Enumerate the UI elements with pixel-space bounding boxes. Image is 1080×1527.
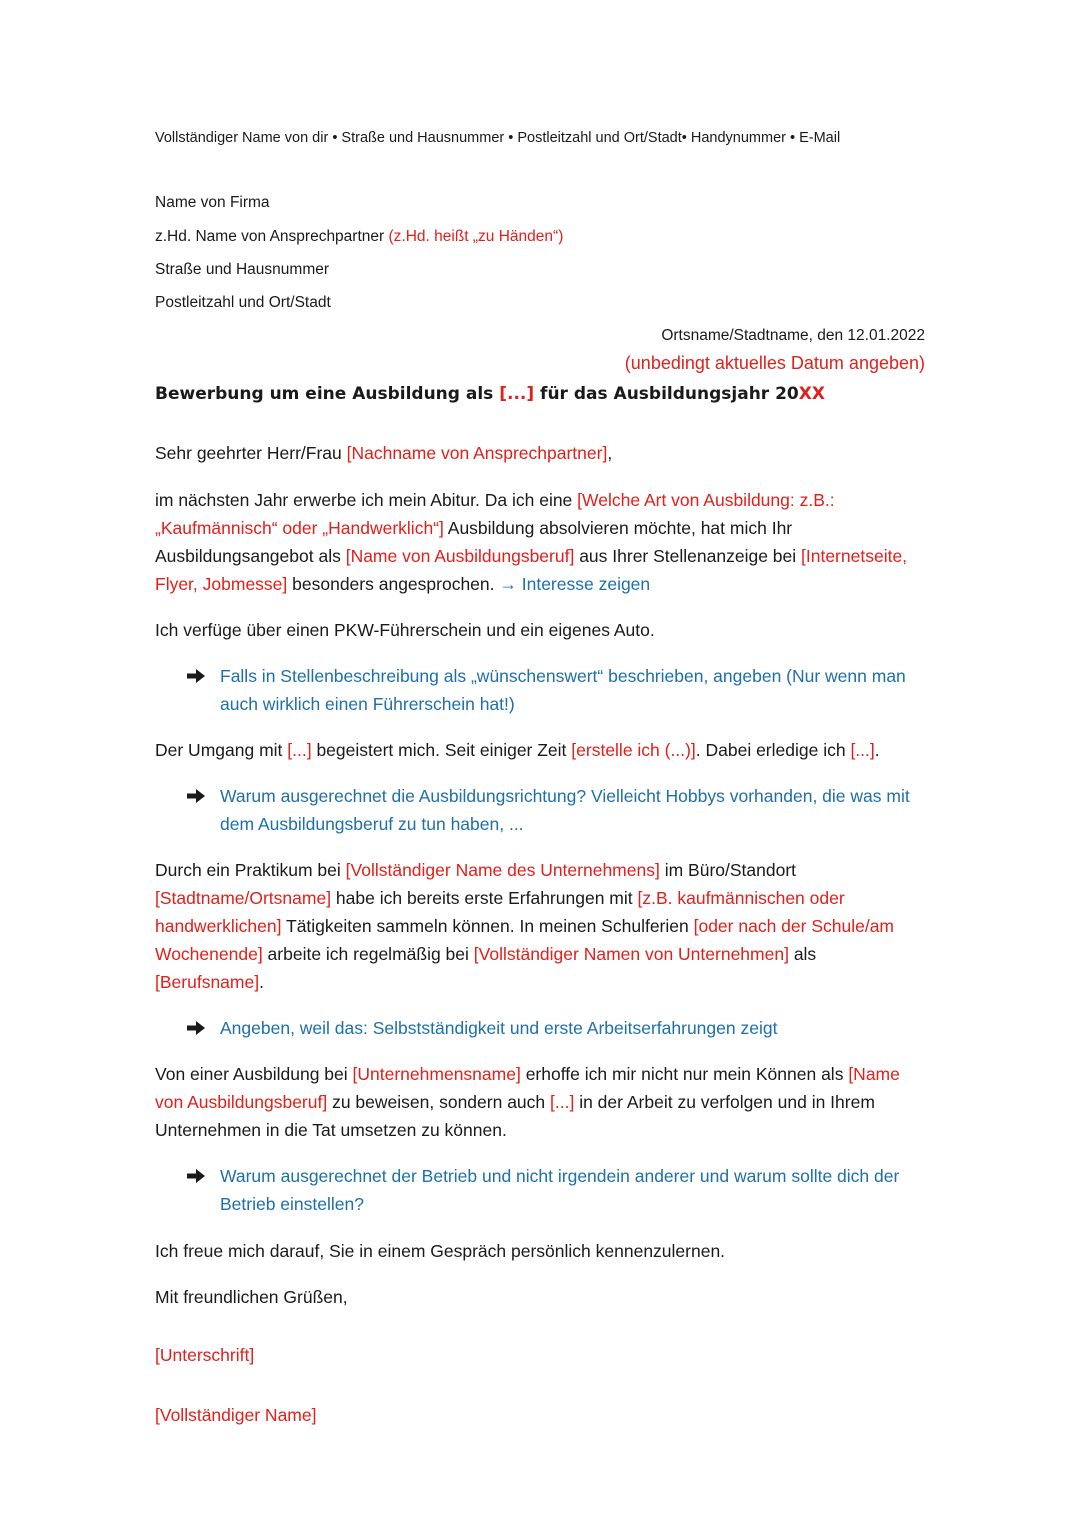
para4-placeholder-2: [Stadtname/Ortsname] <box>155 888 332 908</box>
para5-placeholder-1: [Unternehmensname] <box>352 1064 521 1084</box>
hint-note-2-text: Warum ausgerechnet die Ausbildungsrichtung? Vielleicht Hobbys vorhanden, die was mit dem Ausbildungsberuf zu tun haben, ... <box>220 786 910 834</box>
hint-note-1-text: Falls in Stellenbeschreibung als „wünschenswert“ beschrieben, angeben (Nur wenn man auch wirklich einen Führerschein hat!) <box>220 666 906 714</box>
para4-text-4: Tätigkeiten sammeln können. In meinen Schulferien <box>281 916 694 936</box>
closing-greeting: Mit freundlichen Grüßen, <box>155 1287 348 1307</box>
subject-part2: für das Ausbildungsjahr 20 <box>534 384 799 404</box>
salutation <box>155 439 925 467</box>
para3-text-4: . <box>874 740 880 760</box>
hint-note-1 <box>186 662 920 718</box>
para4-text-2: im Büro/Standort <box>659 860 797 880</box>
para5-placeholder-2: [Name von Ausbildungsberuf] <box>155 1064 900 1112</box>
arrow-right-icon <box>186 782 210 804</box>
para4-placeholder-6: [Berufsname] <box>155 972 260 992</box>
hint-note-4-text: Warum ausgerechnet der Betrieb und nicht irgendein anderer und warum sollte dich der Betrieb einstellen? <box>220 1166 900 1214</box>
para1-placeholder-2: [Name von Ausbildungsberuf] <box>345 546 575 566</box>
para5-text-3: zu beweisen, sondern auch <box>327 1092 551 1112</box>
paragraph-interest <box>155 736 955 764</box>
para1-placeholder-1: [Welche Art von Ausbildung: z.B.: „Kaufmännisch“ oder „Handwerklich“] <box>155 490 835 538</box>
salutation-text: Sehr geehrter Herr/Frau <box>155 443 347 463</box>
subject-line <box>155 384 825 404</box>
para4-text-3: habe ich bereits erste Erfahrungen mit <box>331 888 638 908</box>
salutation-end: , <box>607 443 613 463</box>
subject-year-placeholder: XX <box>798 384 825 404</box>
paragraph-license: Ich verfüge über einen PKW-Führerschein und ein eigenes Auto. <box>155 620 655 640</box>
signature-placeholder: [Unterschrift] <box>155 1345 255 1365</box>
para3-placeholder-3: [...] <box>850 740 875 760</box>
para4-placeholder-3: [z.B. kaufmännischen oder handwerklichen] <box>155 888 845 936</box>
para5-placeholder-3: [...] <box>550 1092 575 1112</box>
para5-text-1: Von einer Ausbildung bei <box>155 1064 353 1084</box>
closing-sentence: Ich freue mich darauf, Sie in einem Gespräch persönlich kennenzulernen. <box>155 1241 726 1261</box>
recipient-city: Postleitzahl und Ort/Stadt <box>155 294 331 311</box>
subject-part1: Bewerbung um eine Ausbildung als <box>155 384 500 404</box>
recipient-contact <box>155 228 563 246</box>
para5-text-4: in der Arbeit zu verfolgen und in Ihrem Unternehmen in die Tat umsetzen zu können. <box>155 1092 875 1140</box>
para1-placeholder-3: [Internetseite, Flyer, Jobmesse] <box>155 546 908 594</box>
arrow-right-icon <box>186 1014 210 1036</box>
para3-text-1: Der Umgang mit <box>155 740 288 760</box>
para1-text-3: aus Ihrer Stellenanzeige bei <box>574 546 801 566</box>
recipient-street: Straße und Hausnummer <box>155 261 330 278</box>
paragraph-intro <box>155 486 925 598</box>
para1-text-2: Ausbildung absolvieren möchte, hat mich Ihr Ausbildungsangebot als <box>155 518 793 566</box>
para1-text-1: im nächsten Jahr erwerbe ich mein Abitur. Da ich eine <box>155 490 578 510</box>
subject-placeholder: [...] <box>499 384 535 404</box>
para3-placeholder-1: [...] <box>287 740 312 760</box>
date-line: Ortsname/Stadtname, den 12.01.2022 <box>661 327 925 344</box>
salutation-placeholder: [Nachname von Ansprechpartner] <box>346 443 608 463</box>
para4-placeholder-1: [Vollständiger Name des Unternehmens] <box>345 860 660 880</box>
recipient-company: Name von Firma <box>155 194 270 211</box>
paragraph-experience <box>155 856 925 996</box>
date-note: (unbedingt aktuelles Datum angeben) <box>624 353 925 373</box>
para5-text-2: erhoffe ich mir nicht nur mein Können als <box>520 1064 849 1084</box>
para1-text-4: besonders angesprochen. <box>287 574 500 594</box>
para4-text-5: arbeite ich regelmäßig bei <box>262 944 474 964</box>
recipient-contact-note: (z.Hd. heißt „zu Händen“) <box>388 228 564 245</box>
hint-note-3 <box>186 1014 920 1042</box>
recipient-contact-text: z.Hd. Name von Ansprechpartner <box>155 228 385 245</box>
para4-text-7: . <box>259 972 264 992</box>
paragraph-motivation <box>155 1060 925 1144</box>
para3-text-3: . Dabei erledige ich <box>695 740 851 760</box>
hint-note-4 <box>186 1162 920 1218</box>
para4-placeholder-4: [oder nach der Schule/am Wochenende] <box>155 916 895 964</box>
para1-hint: → Interesse zeigen <box>499 574 651 594</box>
arrow-right-icon <box>186 662 210 684</box>
para4-text-1: Durch ein Praktikum bei <box>155 860 346 880</box>
full-name-placeholder: [Vollständiger Name] <box>155 1405 317 1425</box>
para3-text-2: begeistert mich. Seit einiger Zeit <box>311 740 572 760</box>
sender-line: Vollständiger Name von dir • Straße und Hausnummer • Postleitzahl und Ort/Stadt• Handynummer • E-Mail <box>155 130 841 146</box>
arrow-right-icon <box>186 1162 210 1184</box>
para4-text-6: als <box>788 944 817 964</box>
para3-placeholder-2: [erstelle ich (...)] <box>571 740 696 760</box>
hint-note-3-text: Angeben, weil das: Selbstständigkeit und erste Arbeitserfahrungen zeigt <box>220 1018 778 1038</box>
hint-note-2 <box>186 782 920 838</box>
para4-placeholder-5: [Vollständiger Namen von Unternehmen] <box>473 944 789 964</box>
